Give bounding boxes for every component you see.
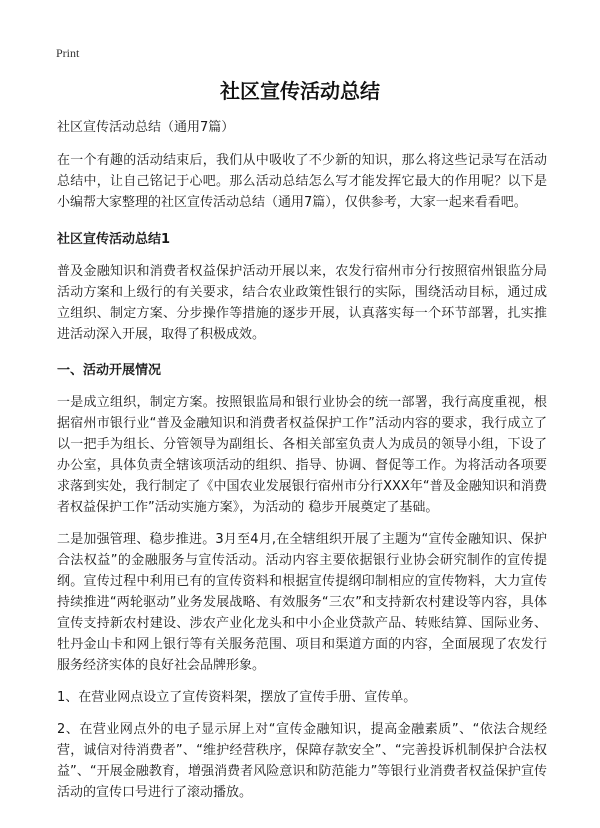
print-link[interactable]: Print	[56, 46, 80, 60]
section-heading-1: 社区宣传活动总结1	[57, 232, 171, 247]
list-item-1: 1、在营业网点设立了宣传资料架，摆放了宣传手册、宣传单。	[57, 690, 417, 705]
section-1-paragraph: 普及金融知识和消费者权益保护活动开展以来，农发行宿州市分行按照宿州银监分局活动方案和上级行的有关要求，结合农业政策性银行的实际，围绕活动目标，通过成立组织、制定方案、分步操作等措施的逐步开展，认真落实每一个环节部署，扎实推进活动深入开展，取得了积极成效。	[57, 264, 547, 342]
page-title: 社区宣传活动总结	[220, 79, 380, 103]
list-item-2: 2、在营业网点外的电子显示屏上对“宣传金融知识，提高金融素质”、“依法合规经营，诚信对待消费者”、“维护经营秩序，保障存款安全”、“完善投诉机制保护合法权益”、“开展金融教育，增强消费者风险意识和防范能力”等银行业消费者权益保护宣传活动的宣传口号进行了滚动播放。	[57, 722, 547, 800]
paragraph-management: 二是加强管理、稳步推进。3月至4月,在全辖组织开展了主题为“宣传金融知识、保护合法权益”的金融服务与宣传活动。活动内容主要依据银行业协会研究制作的宣传提纲。宣传过程中利用已有的宣传资料和根据宣传提纲印制相应的宣传物料，大力宣传持续推进“两轮驱动”业务发展战略、有效服务“三农”和支持新农村建设等内容，具体宣传支持新农村建设、涉农产业化龙头和中小企业贷款产品、转账结算、国际业务、牡丹金山卡和网上银行等有关服务范围、项目和渠道方面的内容，全面展现了农发行服务经济实体的良好社会品牌形象。	[57, 532, 547, 673]
intro-paragraph: 在一个有趣的活动结束后，我们从中吸收了不少新的知识，那么将这些记录写在活动总结中，让自己铭记于心吧。那么活动总结怎么写才能发挥它最大的作用呢？以下是小编帮大家整理的社区宣传活动总结（通用7篇），仅供参考，大家一起来看看吧。	[57, 153, 547, 210]
subheading-activity-status: 一、活动开展情况	[57, 363, 162, 378]
article-subtitle: 社区宣传活动总结（通用7篇）	[57, 120, 235, 135]
article-body	[57, 117, 547, 814]
paragraph-organization: 一是成立组织，制定方案。按照银监局和银行业协会的统一部署，我行高度重视，根据宿州市银行业“普及金融知识和消费者权益保护工作”活动内容的要求，我行成立了以一把手为组长、分管领导为副组长、各相关部室负责人为成员的领导小组，下设了办公室，具体负责全辖该项活动的组织、指导、协调、督促等工作。为将活动各项要求落到实处，我行制定了《中国农业发展银行宿州市分行XXX年“普及金融知识和消费者权益保护工作”活动实施方案》，为活动的 稳步开展奠定了基础。	[57, 395, 547, 515]
